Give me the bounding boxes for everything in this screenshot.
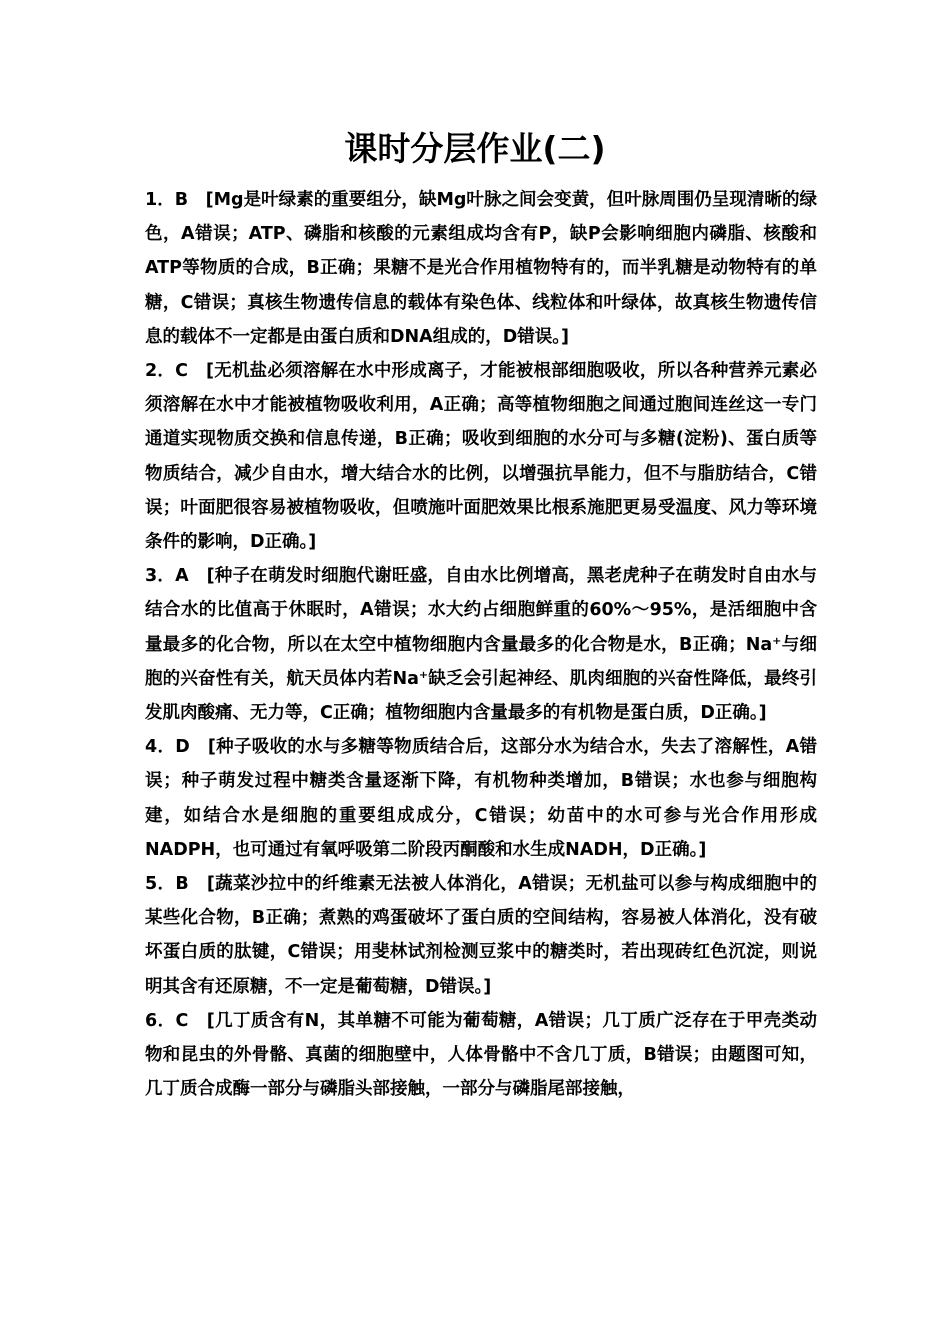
answer-explanation: [Mg是叶绿素的重要组分，缺Mg叶脉之间会变黄，但叶脉周围仍呈现清晰的绿色，A错误；ATP、磷脂和核酸的元素组成均含有P，缺P会影响细胞内磷脂、核酸和ATP等物质的合成，B正确；果糖不是光合作用植物特有的，而半乳糖是动物特有的单糖，C错误；真核生物遗传信息的载体有染色体、线粒体和叶绿体，故真核生物遗传信息的载体不一定都是由蛋白质和DNA组成的，D错误。] (145, 190, 817, 347)
answer-label: 5．B (145, 874, 207, 895)
answer-item-4 (145, 730, 817, 867)
answer-explanation: [种子吸收的水与多糖等物质结合后，这部分水为结合水，失去了溶解性，A错误；种子萌发过程中糖类含量逐渐下降，有机物种类增加，B错误；水也参与细胞构建，如结合水是细胞的重要组成成分，C错误；幼苗中的水可参与光合作用形成NADPH，也可通过有氧呼吸第二阶段丙酮酸和水生成NADH，D正确。] (145, 737, 817, 860)
answer-list (145, 183, 817, 1106)
answer-explanation: [无机盐必须溶解在水中形成离子，才能被根部细胞吸收，所以各种营养元素必须溶解在水中才能被植物吸收利用，A正确；高等植物细胞之间通过胞间连丝这一专门通道实现物质交换和信息传递，B正确；吸收到细胞的水分可与多糖(淀粉)、蛋白质等物质结合，减少自由水，增大结合水的比例，以增强抗旱能力，但不与脂肪结合，C错误；叶面肥很容易被植物吸收，但喷施叶面肥效果比根系施肥更易受温度、风力等环境条件的影响，D正确。] (145, 361, 817, 553)
answer-item-3 (145, 559, 817, 730)
answer-item-6 (145, 1004, 817, 1107)
answer-label: 3．A (145, 566, 207, 587)
answer-item-1 (145, 183, 817, 354)
answer-item-2 (145, 354, 817, 559)
answer-label: 6．C (145, 1010, 207, 1031)
answer-explanation: [蔬菜沙拉中的纤维素无法被人体消化，A错误；无机盐可以参与构成细胞中的某些化合物，B正确；煮熟的鸡蛋破坏了蛋白质的空间结构，容易被人体消化，没有破坏蛋白质的肽键，C错误；用斐林试剂检测豆浆中的糖类时，若出现砖红色沉淀，则说明其含有还原糖，不一定是葡萄糖，D错误。] (145, 874, 817, 997)
page-title: 课时分层作业(二) (344, 129, 606, 168)
answer-item-5 (145, 867, 817, 1004)
answer-explanation: [几丁质含有N，其单糖不可能为葡萄糖，A错误；几丁质广泛存在于甲壳类动物和昆虫的外骨骼、真菌的细胞壁中，人体骨骼中不含几丁质，B错误；由题图可知，几丁质合成酶一部分与磷脂头部接触，一部分与磷脂尾部接触， (145, 1010, 817, 1100)
answer-label: 2．C (145, 361, 206, 382)
answer-explanation: [种子在萌发时细胞代谢旺盛，自由水比例增高，黑老虎种子在萌发时自由水与结合水的比值高于休眠时，A错误；水大约占细胞鲜重的60%～95%，是活细胞中含量最多的化合物，所以在太空中植物细胞内含量最多的化合物是水，B正确；Na⁺与细胞的兴奋性有关，航天员体内若Na⁺缺乏会引起神经、肌肉细胞的兴奋性降低，最终引发肌肉酸痛、无力等，C正确；植物细胞内含量最多的有机物是蛋白质，D正确。] (145, 566, 817, 724)
answer-label: 4．D (145, 737, 208, 758)
answer-label: 1．B (145, 190, 206, 210)
